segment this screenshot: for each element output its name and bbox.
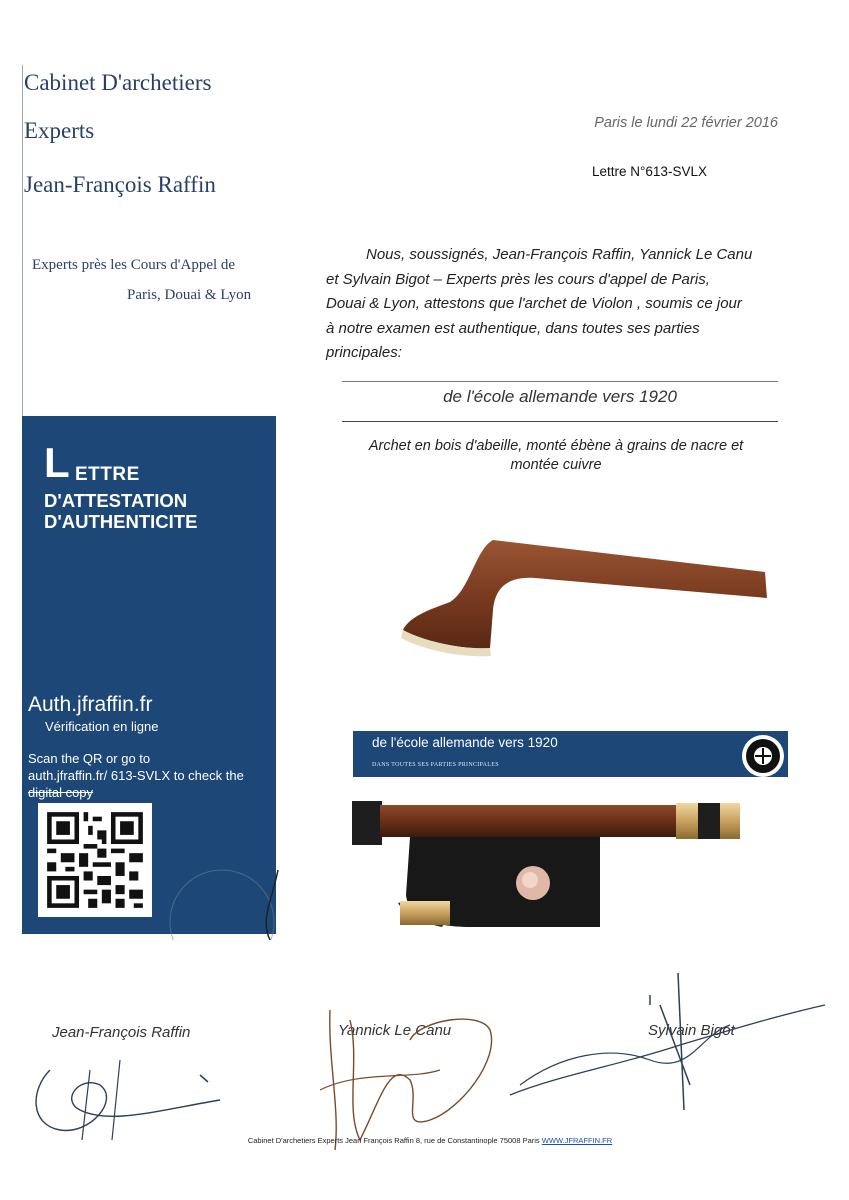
scan-line: Scan the QR or go to xyxy=(28,751,151,766)
bow-head-photo xyxy=(395,530,775,670)
panel-initial: L xyxy=(44,439,70,486)
school-attribution: de l'école allemande vers 1920 xyxy=(443,387,677,406)
experts-line-1: Experts près les Cours d'Appel de xyxy=(32,257,236,273)
footer-address: Cabinet D'archetiers Experts Jean François Raffin 8, rue de Constantinople 75008 Paris xyxy=(247,1136,540,1145)
verification-label: Vérification en ligne xyxy=(45,719,159,734)
experts-line-2: Paris, Douai & Lyon xyxy=(127,287,252,303)
footer-website-link[interactable]: WWW.JFRAFFIN.FR xyxy=(541,1136,613,1145)
footer xyxy=(160,1136,700,1145)
panel-title: ETTRE xyxy=(75,464,140,485)
school-rule-top xyxy=(342,381,778,382)
qr-code[interactable] xyxy=(38,803,152,917)
firm-name: Cabinet D'archetiers xyxy=(24,70,212,95)
band-title: de l'école allemande vers 1920 xyxy=(372,735,558,750)
scan-instructions xyxy=(28,750,273,801)
bow-frog-photo xyxy=(350,795,790,930)
signatory-name: Jean-François Raffin xyxy=(52,1024,191,1041)
school-rule-bottom xyxy=(342,421,778,422)
body-line: Nous, soussignés, Jean-François Raffin, Yannick Le Canu xyxy=(366,246,753,263)
panel-subtitle-1: D'ATTESTATION xyxy=(44,490,188,511)
letter-body xyxy=(326,243,801,366)
firm-experts: Experts xyxy=(24,118,95,143)
scan-line: auth.jfraffin.fr/ 613-SVLX to check the xyxy=(28,768,244,783)
description-line: Archet en bois d'abeille, monté ébène à grains de nacre et xyxy=(368,438,744,454)
letter-number: Lettre N°613-SVLX xyxy=(592,164,707,179)
qr-code-icon xyxy=(38,803,152,917)
body-line: Douai & Lyon, attestons que l'archet de Violon , soumis ce jour xyxy=(326,295,742,312)
body-line: et Sylvain Bigot – Experts près les cours d'appel de Paris, xyxy=(326,270,710,288)
scan-line: digital copy xyxy=(28,785,94,800)
firm-person: Jean-François Raffin xyxy=(24,172,216,197)
stamp-seal xyxy=(160,860,280,940)
description-line: montée cuivre xyxy=(510,457,602,473)
body-line: à notre examen est authentique, dans toutes ses parties xyxy=(326,319,700,337)
body-line: principales: xyxy=(326,344,402,361)
signatory-name: Sylvain Bigot xyxy=(648,1022,735,1039)
signature-bigot xyxy=(500,965,830,1115)
panel-subtitle-2: D'AUTHENTICITE xyxy=(44,511,198,532)
header-rule xyxy=(22,65,23,420)
seal-icon xyxy=(738,733,788,779)
band-subtitle: DANS TOUTES SES PARTIES PRINCIPALES xyxy=(372,762,499,768)
signature-raffin xyxy=(20,1030,240,1150)
verification-site: Auth.jfraffin.fr xyxy=(28,693,153,716)
letter-date: Paris le lundi 22 février 2016 xyxy=(594,115,778,131)
signatory-name: Yannick Le Canu xyxy=(338,1022,452,1039)
bow-description xyxy=(326,437,786,475)
